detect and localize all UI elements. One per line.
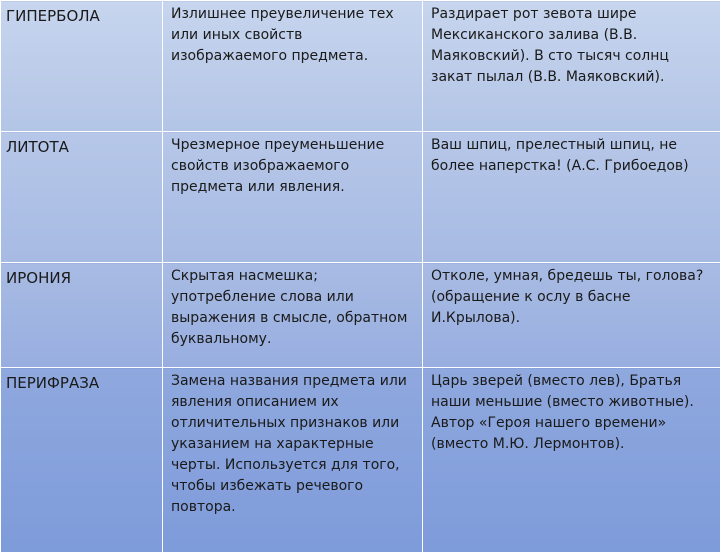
table-row [1,263,720,368]
definition-cell: Чрезмерное преуменьшение свойств изображаемого предмета или явления. [163,132,423,263]
definition-cell: Излишнее преувеличение тех или иных свойств изображаемого предмета. [163,1,423,132]
definition-cell: Скрытая насмешка; употребление слова или выражения в смысле, обратном буквальному. [163,263,423,368]
table-row [1,1,720,132]
term-cell: ГИПЕРБОЛА [1,1,163,132]
example-cell: Раздирает рот зевота шире Мексиканского залива (В.В. Маяковский). В сто тысяч солнц закат пылал (В.В. Маяковский). [423,1,720,132]
term-cell: ЛИТОТА [1,132,163,263]
example-cell: Царь зверей (вместо лев), Братья наши меньшие (вместо животные). Автор «Героя нашего времени» (вместо М.Ю. Лермонтов). [423,368,720,553]
definition-cell: Замена названия предмета или явления описанием их отличительных признаков или указанием на характерные черты. Используется для того, чтобы избежать речевого повтора. [163,368,423,553]
table-row [1,132,720,263]
table-row [1,368,720,553]
term-cell: ПЕРИФРАЗА [1,368,163,553]
example-cell: Ваш шпиц, прелестный шпиц, не более наперстка! (А.С. Грибоедов) [423,132,720,263]
term-cell: ИРОНИЯ [1,263,163,368]
example-cell: Отколе, умная, бредешь ты, голова? (обращение к ослу в басне И.Крылова). [423,263,720,368]
